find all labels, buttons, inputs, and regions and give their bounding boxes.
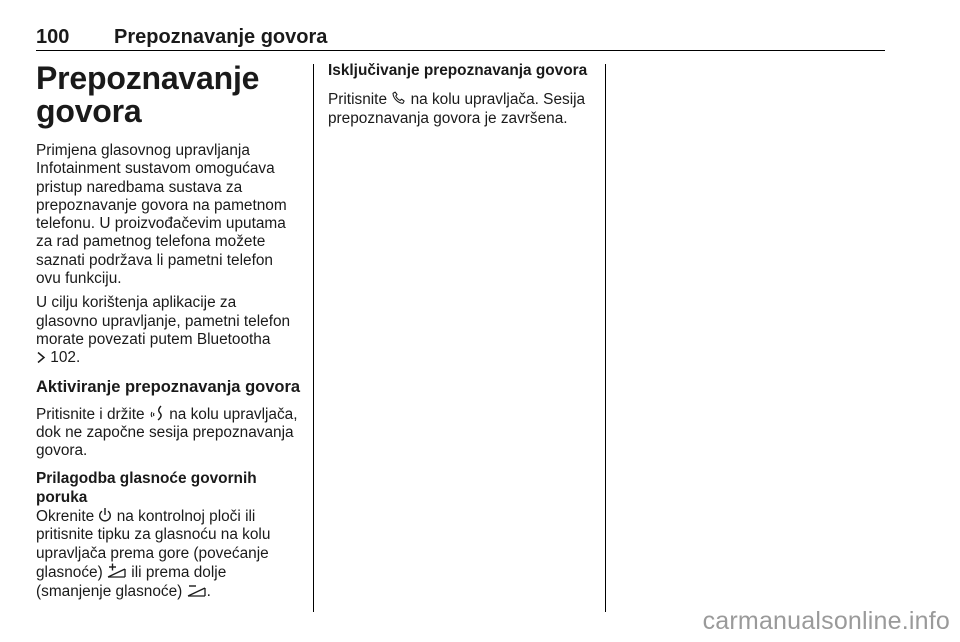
- column-left: [36, 62, 302, 608]
- volume-text-b: na kontrolnoj ploči ili pritisnite tipku za glasnoću na kolu upravljača prema gore (povećanje glasnoće): [36, 508, 271, 581]
- volume-down-icon: [187, 582, 207, 598]
- column-divider-1: [313, 64, 314, 612]
- running-title: Prepoznavanje govora: [114, 26, 328, 48]
- page-reference: 102.: [50, 349, 81, 367]
- watermark: carmanualsonline.info: [702, 607, 950, 635]
- voice-control-icon: [149, 404, 165, 421]
- volume-up-icon: [107, 563, 127, 579]
- activate-heading: Aktiviranje prepoznavanja govora: [36, 377, 301, 396]
- activate-text-pre: Pritisnite i držite: [36, 405, 145, 423]
- activate-paragraph: [36, 404, 302, 461]
- column-middle: [328, 62, 598, 134]
- volume-heading: Prilagodba glasnoće govornih poruka: [36, 470, 257, 506]
- deactivate-text-post: na kolu upravljača. Sesija prepoznavanja govora je završena.: [328, 91, 586, 127]
- deactivate-text-pre: Pritisnite: [328, 91, 388, 109]
- bluetooth-paragraph: [36, 294, 302, 367]
- header-divider: [36, 50, 885, 51]
- volume-paragraph: [36, 507, 302, 601]
- deactivate-heading: Isključivanje prepoznavanja govora: [328, 62, 588, 79]
- activate-text-post: na kolu upravljača, dok ne započne sesija prepoznavanja govora.: [36, 405, 298, 460]
- volume-text-d: .: [206, 583, 211, 601]
- phone-icon: [391, 90, 406, 106]
- page-number: 100: [36, 26, 70, 48]
- power-knob-icon: [98, 507, 112, 523]
- intro-paragraph: Primjena glasovnog upravljanja Infotainment sustavom omogućava pristup naredbama sustava za prepoznavanje govora na pametnom telefonu. U proizvođačevim uputama za rad pametnog telefona možete saznati podržava li pametni telefon ovu funkciju.: [36, 142, 287, 288]
- volume-text-a: Okrenite: [36, 508, 95, 526]
- bluetooth-text: U cilju korištenja aplikacije za glasovno upravljanje, pametni telefon morate povezati putem Bluetootha: [36, 294, 291, 348]
- page-header: [36, 26, 885, 50]
- section-title: [36, 62, 302, 128]
- section-title-line2: govora: [36, 93, 142, 129]
- column-divider-2: [605, 64, 606, 612]
- reference-arrow-icon: [36, 351, 46, 364]
- section-title-line1: Prepoznavanje: [36, 60, 260, 96]
- deactivate-paragraph: [328, 90, 598, 128]
- volume-text-c: ili prema dolje (smanjenje glasnoće): [36, 563, 227, 601]
